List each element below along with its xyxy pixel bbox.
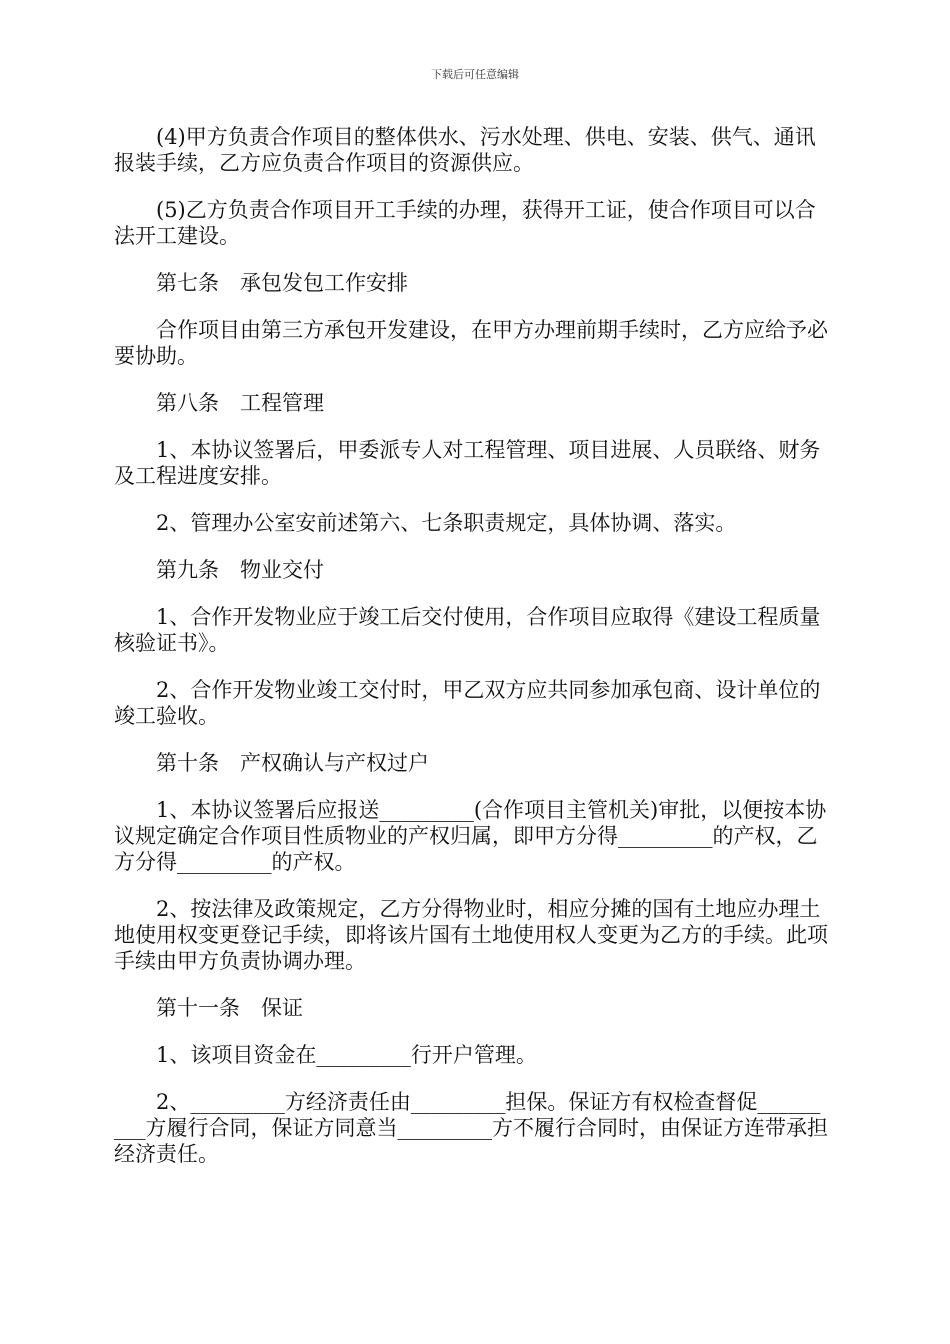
article-10-item-1: 1、本协议签署后应报送_________(合作项目主管机关)审批，以便按本协议规定确定合作项目性质物业的产权归属，即甲方分得_________的产权，乙方分得_________的产权。 (114, 798, 827, 874)
clause-4-paragraph: (4)甲方负责合作项目的整体供水、污水处理、供电、安装、供气、通讯报装手续，乙方应负责合作项目的资源供应。 (114, 125, 816, 175)
article-11-item-2: 2、_________方经济责任由_________担保。保证方有权检查督促_________方履行合同，保证方同意当_________方不履行合同时，由保证方连带承担经济责任。 (114, 1090, 828, 1166)
article-8-heading: 第八条 工程管理 (156, 391, 324, 415)
article-9-item-2: 2、合作开发物业竣工交付时，甲乙双方应共同参加承包商、设计单位的竣工验收。 (114, 678, 821, 728)
article-10-item-2: 2、按法律及政策规定，乙方分得物业时，相应分摊的国有土地应办理土地使用权变更登记手续，即将该片国有土地使用权人变更为乙方的手续。此项手续由甲方负责协调办理。 (114, 897, 828, 973)
article-8-item-1: 1、本协议签署后，甲委派专人对工程管理、项目进展、人员联络、财务及工程进度安排。 (114, 438, 821, 488)
clause-5-paragraph: (5)乙方负责合作项目开工手续的办理，获得开工证，使合作项目可以合法开工建设。 (114, 198, 816, 248)
page-header: 下载后可任意编辑 (431, 68, 519, 81)
article-11-item-1: 1、该项目资金在_________行开户管理。 (156, 1043, 537, 1067)
article-7-paragraph: 合作项目由第三方承包开发建设，在甲方办理前期手续时，乙方应给予必要协助。 (114, 318, 828, 368)
article-7-heading: 第七条 承包发包工作安排 (156, 271, 408, 295)
article-11-heading: 第十一条 保证 (156, 996, 303, 1020)
article-8-item-2: 2、管理办公室安前述第六、七条职责规定，具体协调、落实。 (156, 511, 737, 535)
document-body (114, 124, 830, 1188)
article-9-item-1: 1、合作开发物业应于竣工后交付使用，合作项目应取得《建设工程质量核验证书》。 (114, 605, 821, 655)
article-10-heading: 第十条 产权确认与产权过户 (156, 751, 429, 775)
article-9-heading: 第九条 物业交付 (156, 558, 324, 582)
